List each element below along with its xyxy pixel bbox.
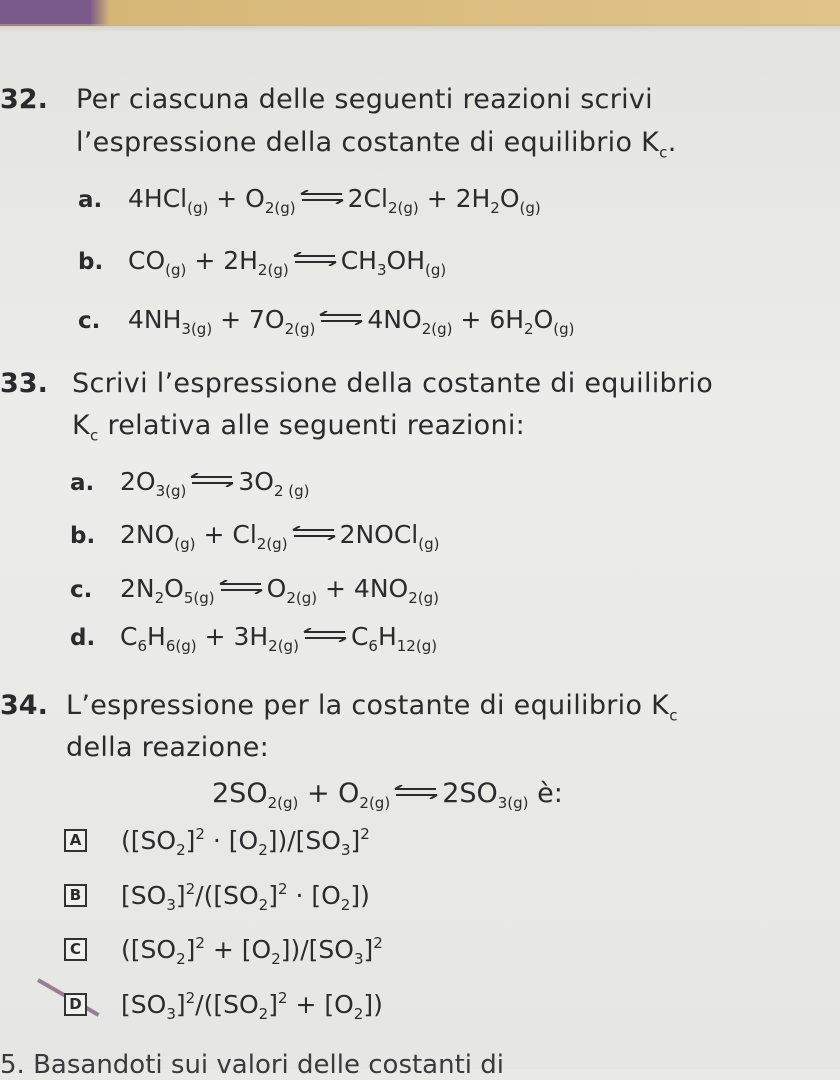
question-32-text-line-1: Per ciascuna delle seguenti reazioni scrivi — [76, 84, 653, 115]
equilibrium-arrow-icon — [190, 473, 234, 487]
question-33-number: 33. — [0, 368, 48, 399]
q33-item-d — [70, 622, 438, 655]
reaction-equation: $2N_2O_{5(g)}$ $O_{2(g)} + 4NO_{2(g)}$ — [120, 574, 440, 607]
option-expression: $[SO_3]^2/([SO_2]^2 + [O_2])$ — [121, 989, 383, 1023]
equilibrium-arrow-icon — [219, 580, 263, 594]
item-letter: a. — [78, 187, 103, 213]
reaction-equation: $CO_{(g)} + 2H_{2(g)}$ $CH_3OH_{(g)}$ — [128, 246, 447, 279]
answer-option-d[interactable] — [64, 989, 383, 1023]
option-expression: $([SO_2]^2 + [O_2])/[SO_3]^2$ — [121, 934, 383, 968]
answer-option-a[interactable] — [64, 825, 370, 859]
q32-item-a — [78, 184, 541, 217]
q33-item-a — [70, 467, 310, 500]
answer-option-c[interactable] — [64, 934, 383, 968]
reaction-equation: $4HCl_{(g)} + O_{2(g)}$ $2Cl_{2(g)} + 2H_2O_{(g)}$ — [128, 184, 541, 217]
question-34-text-line-1: L’espressione per la costante di equilibrio $K_c$ — [66, 690, 678, 725]
equilibrium-arrow-icon — [394, 785, 438, 799]
q33-item-b — [70, 520, 440, 553]
question-33-text-line-1: Scrivi l’espressione della costante di equilibrio — [72, 368, 714, 399]
reaction-equation: $C_6H_{6(g)} + 3H_{2(g)}$ $C_6H_{12(g)}$ — [120, 622, 438, 655]
item-letter: a. — [70, 470, 95, 496]
option-box-d[interactable]: D — [64, 993, 87, 1016]
kc-subscript: c — [659, 143, 668, 162]
reaction-equation: $2NO_{(g)} + Cl_{2(g)}$ 2NOCl$_{(g)}$ — [120, 520, 440, 553]
question-32-line2-end: . — [667, 127, 677, 158]
option-expression: $[SO_3]^2/([SO_2]^2 \cdot [O_2])$ — [121, 880, 370, 914]
answer-option-b[interactable] — [64, 880, 370, 914]
option-box-b[interactable]: B — [64, 884, 87, 907]
equilibrium-arrow-icon — [300, 190, 344, 204]
option-box-a[interactable]: A — [64, 829, 87, 852]
item-letter: c. — [70, 577, 93, 603]
question-33-text-line-2: $K_c$ relativa alle seguenti reazioni: — [72, 410, 526, 445]
question-34-text-line-2: della reazione: — [66, 732, 270, 763]
q32-item-c — [78, 305, 575, 338]
question-32-number: 32. — [0, 84, 48, 115]
question-32-line2-text: l’espressione della costante di equilibrio K — [76, 127, 660, 158]
equilibrium-arrow-icon — [303, 628, 347, 642]
option-box-c[interactable]: C — [64, 938, 87, 961]
question-34-number: 34. — [0, 690, 48, 721]
q34-reaction: $2SO_{2(g)} + O_{2(g)}$ $2SO_{3(g)}$ è: — [212, 778, 563, 812]
question-35-partial-text: 5. Basandoti sui valori delle costanti di — [0, 1050, 505, 1080]
option-expression: $([SO_2]^2 \cdot [O_2])/[SO_3]^2$ — [121, 825, 370, 859]
item-letter: b. — [70, 523, 96, 549]
equilibrium-arrow-icon — [292, 526, 336, 540]
item-letter: b. — [78, 249, 104, 275]
q33-item-c — [70, 574, 440, 607]
question-32-text-line-2 — [76, 127, 677, 161]
reaction-equation: $4NH_{3(g)} + 7O_{2(g)}$ $4NO_{2(g)} + 6H_2O_{(g)}$ — [128, 305, 575, 338]
reaction-equation: $2O_{3(g)}$ $3O_{2 (g)}$ — [120, 467, 310, 500]
equilibrium-arrow-icon — [319, 311, 363, 325]
item-letter: d. — [70, 625, 96, 651]
q32-item-b — [78, 246, 447, 279]
equilibrium-arrow-icon — [293, 252, 337, 266]
item-letter: c. — [78, 308, 101, 334]
